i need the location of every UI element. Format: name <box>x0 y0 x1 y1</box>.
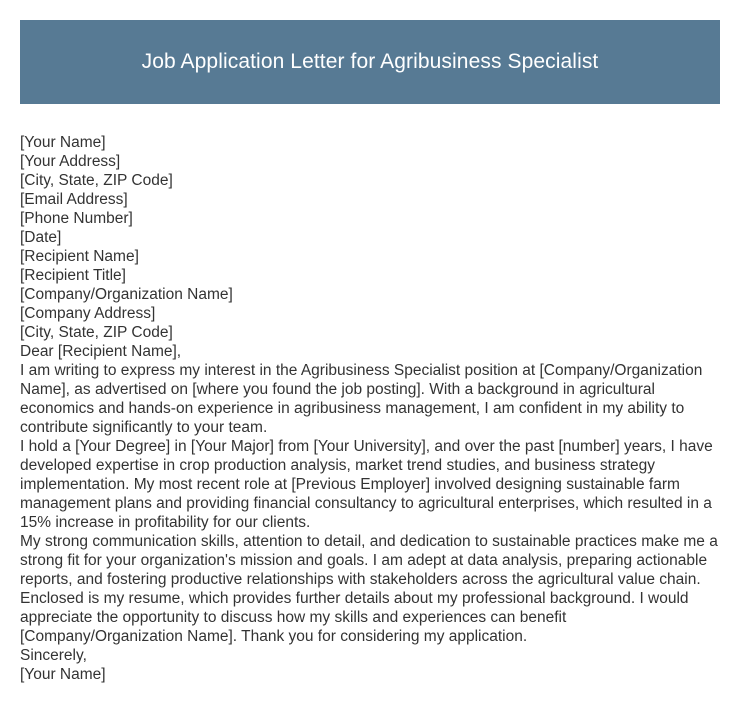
recipient-city-state-zip: [City, State, ZIP Code] <box>20 324 173 341</box>
recipient-company: [Company/Organization Name] <box>20 286 233 303</box>
sender-name: [Your Name] <box>20 134 106 151</box>
page-title: Job Application Letter for Agribusiness Specialist <box>141 50 599 73</box>
sender-email: [Email Address] <box>20 191 128 208</box>
salutation: Dear [Recipient Name], <box>20 343 182 360</box>
letter-header <box>20 20 720 104</box>
sender-address: [Your Address] <box>20 153 121 170</box>
recipient-address: [Company Address] <box>20 305 156 322</box>
sender-city-state-zip: [City, State, ZIP Code] <box>20 172 173 189</box>
body-paragraph-4: Enclosed is my resume, which provides further details about my professional background. I would appreciate the opportunity to discuss how my skills and experiences can benefit [Company/Organization Name]. Thank you for considering my application. <box>20 590 689 645</box>
letter-body <box>20 133 722 684</box>
sender-phone: [Phone Number] <box>20 210 133 227</box>
body-paragraph-2: I hold a [Your Degree] in [Your Major] from [Your University], and over the past [number] years, I have developed expertise in crop production analysis, market trend studies, and business strategy implementation. My most recent role at [Previous Employer] involved designing sustainable farm management plans and providing financial consultancy to agricultural enterprises, which resulted in a 15% increase in profitability for our clients. <box>20 438 713 531</box>
signature: [Your Name] <box>20 666 106 683</box>
body-paragraph-3: My strong communication skills, attention to detail, and dedication to sustainable practices make me a strong fit for your organization's mission and goals. I am adept at data analysis, preparing actionable reports, and fostering productive relationships with stakeholders across the agricultural value chain. <box>20 533 718 588</box>
letter-date: [Date] <box>20 229 62 246</box>
recipient-name: [Recipient Name] <box>20 248 139 265</box>
recipient-title: [Recipient Title] <box>20 267 126 284</box>
closing: Sincerely, <box>20 647 87 664</box>
body-paragraph-1: I am writing to express my interest in the Agribusiness Specialist position at [Company/Organization Name], as advertised on [where you found the job posting]. With a background in agricultural economics and hands-on experience in agribusiness management, I am confident in my ability to contribute significantly to your team. <box>20 362 703 436</box>
